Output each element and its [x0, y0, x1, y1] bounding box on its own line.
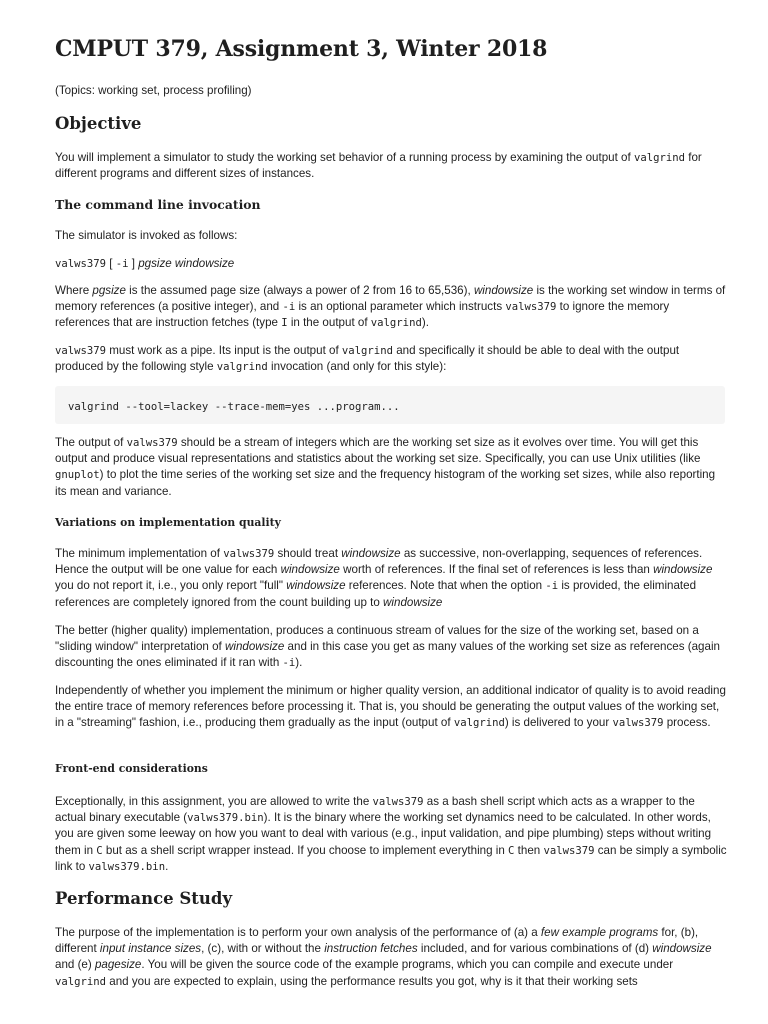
where-paragraph: Where pgsize is the assumed page size (always a power of 2 from 16 to 65,536), windowsize is the working set window in terms of memory references (a positive integer), and -i is an optional parameter which instructs valws379 to ignore the memory references that are instruction fetches (type I in the output of valgrind).	[55, 284, 726, 330]
objective-heading: Objective	[55, 114, 142, 133]
streaming-paragraph: Independently of whether you implement the minimum or higher quality version, an additional indicator of quality is to avoid reading the entire trace of memory references before processing it. That is, you should be generating the output values of the working set, in a "streaming" fashion, i.e., producing them gradually as the input (output of valgrind) is delivered to your valws379 process.	[55, 684, 726, 730]
frontend-paragraph: Exceptionally, in this assignment, you are allowed to write the valws379 as a bash shell script which acts as a wrapper to the actual binary executable (valws379.bin). It is the binary where the working set dynamics need to be calculated. In other words, you are given some leeway on how you want to deal with various (e.g., input validation, and pipe plumbing) steps without writing them in C but as a shell script wrapper instead. If you choose to implement everything in C then valws379 can be simply a symbolic link to valws379.bin.	[55, 795, 727, 873]
variations-heading: Variations on implementation quality	[55, 516, 281, 529]
syntax-line: valws379 [ -i ] pgsize windowsize	[55, 257, 235, 270]
cmdline-intro: The simulator is invoked as follows:	[55, 229, 238, 242]
page-title: CMPUT 379, Assignment 3, Winter 2018	[55, 36, 548, 62]
cmdline-heading: The command line invocation	[55, 197, 261, 212]
performance-paragraph: The purpose of the implementation is to perform your own analysis of the performance of (a) a few example programs for, (b), different input instance sizes, (c), with or without the instruction fetches included, and for various combinations of (d) windowsize and (e) pagesize. You will be given the source code of the example programs, which you can compile and execute under valgrind and you are expected to explain, using the performance results you got, why is it that their working sets	[55, 926, 712, 988]
inline-code: valgrind	[633, 152, 685, 164]
pipe-paragraph: valws379 must work as a pipe. Its input is the output of valgrind and specifically it should be able to deal with the output produced by the following style valgrind invocation (and only for this style):	[55, 344, 680, 374]
min-implementation-paragraph: The minimum implementation of valws379 should treat windowsize as successive, non-overlapping, sequences of references. Hence the output will be one value for each windowsize worth of references. If the final set of references is less than windowsize you do not report it, i.e., you only report "full" windowsize references. Note that when the option -i is provided, the eliminated references are completely ignored from the count building up to windowsize	[55, 547, 713, 609]
objective-paragraph: You will implement a simulator to study the working set behavior of a running process by examining the output of valgrind for different programs and different sizes of instances.	[55, 151, 702, 181]
frontend-heading: Front-end considerations	[55, 762, 208, 775]
output-paragraph: The output of valws379 should be a stream of integers which are the working set size as it evolves over time. You will get this output and produce visual representations and statistics about the working set size. Specifically, you can use Unix utilities (like gnuplot) to plot the time series of the working set size and the frequency histogram of the working set sizes, while also reporting its mean and variance.	[55, 436, 716, 498]
code-block: valgrind --tool=lackey --trace-mem=yes ...program...	[55, 386, 725, 424]
topics-line: (Topics: working set, process profiling)	[55, 84, 252, 97]
better-implementation-paragraph: The better (higher quality) implementation, produces a continuous stream of values for the size of the working set, based on a "sliding window" interpretation of windowsize and in this case you get as many values of the working set size as references (again discounting the ones eliminated if it ran with -i).	[55, 624, 720, 670]
performance-heading: Performance Study	[55, 889, 233, 908]
